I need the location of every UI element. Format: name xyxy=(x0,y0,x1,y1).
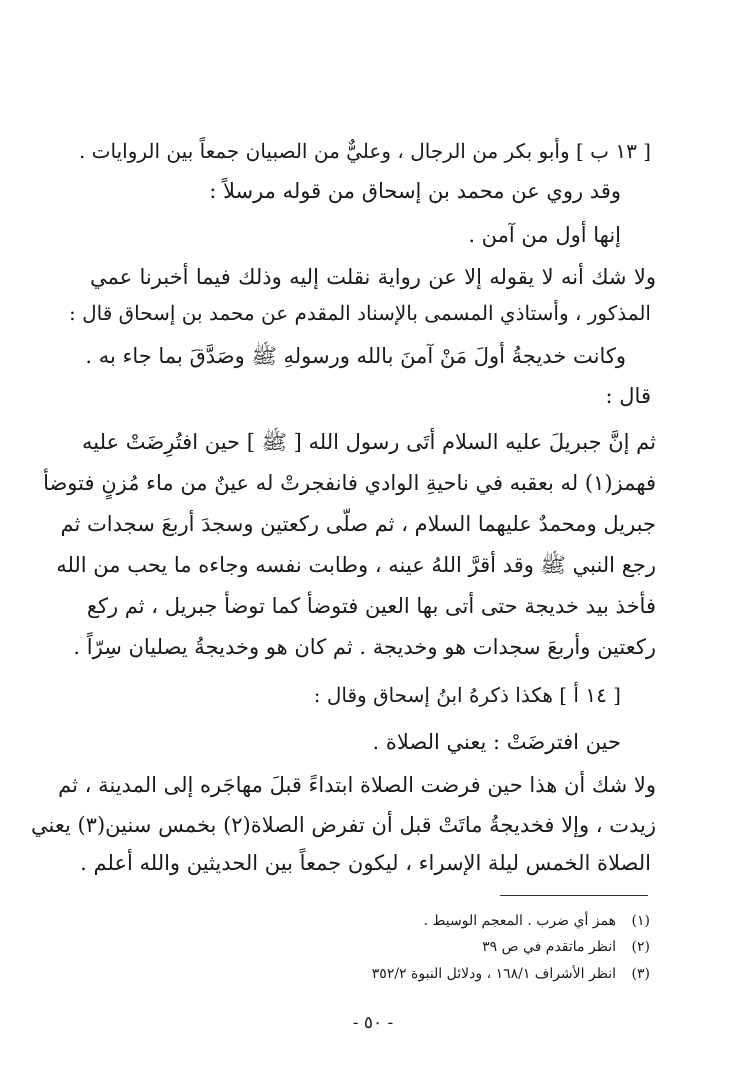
footnote xyxy=(424,913,650,929)
text-line: ولا شك أن هذا حين فرضت الصلاة ابتداءً قبلَ مهاجَره إلى المدينة ، ثم xyxy=(58,773,656,797)
footnote-number: (٢) xyxy=(631,939,650,955)
text-line: زيدت ، وإلا فخديجةُ ماتَتْ قبل أن تفرض الصلاة(٢) بخمس سنين(٣) يعني xyxy=(30,813,656,837)
text-line: الصلاة الخمس ليلة الإسراء ، ليكون جمعاً بين الحديثين والله أعلم . xyxy=(80,851,651,875)
text-line: رجع النبي ﷺ وقد أقرَّ اللهُ عينه ، وطابت نفسه وجاءه ما يحب من الله xyxy=(56,553,656,577)
footnote xyxy=(482,939,650,955)
text-line: [ ١٣ ب ] وأبو بكر من الرجال ، وعليٌّ من الصبيان جمعاً بين الروايات . xyxy=(78,139,651,163)
page-number: - ٥٠ - xyxy=(352,1013,394,1033)
footnote-text: انظر ماتقدم في ص ٣٩ xyxy=(482,939,616,955)
text-line: ركعتين وأربعَ سجدات هو وخديجة . ثم كان هو وخديجةُ يصليان سِرّاً . xyxy=(73,635,656,659)
text-line: فأخذ بيد خديجة حتى أتى بها العين فتوضأ كما توضأ جبريل ، ثم ركع xyxy=(86,594,656,618)
text-line: المذكور ، وأستاذي المسمى بالإسناد المقدم عن محمد بن إسحاق قال : xyxy=(68,301,651,325)
footnote xyxy=(372,966,650,982)
text-line: وكانت خديجةُ أولَ مَنْ آمنَ بالله ورسولهِ ﷺ وصَدَّقَ بما جاء به . xyxy=(85,344,626,368)
text-line: قال : xyxy=(605,384,651,408)
text-line: وقد روي عن محمد بن إسحاق من قوله مرسلاً : xyxy=(209,179,621,203)
footnote-text: همز أي ضرب . المعجم الوسيط . xyxy=(423,913,616,929)
text-line: فهمز(١) له بعقبه في ناحيةِ الوادي فانفجرتْ له عينٌ من ماء مُزنٍ فتوضأ xyxy=(43,471,656,495)
footnote-number: (٣) xyxy=(631,966,650,982)
footnote-rule xyxy=(500,895,648,896)
text-line: [ ١٤ أ ] هكذا ذكرهُ ابنُ إسحاق وقال : xyxy=(313,683,621,707)
footnote-number: (١) xyxy=(631,913,650,929)
text-line: حين افترضَتْ : يعني الصلاة . xyxy=(372,730,621,754)
text-line: إنها أول من آمن . xyxy=(468,223,621,247)
text-line: ثم إنَّ جبريلَ عليه السلام أتَى رسول الله [ ﷺ ] حين افتُرِضَتْ عليه xyxy=(82,430,656,454)
text-line: ولا شك أنه لا يقوله إلا عن رواية نقلت إليه وذلك فيما أخبرنا عمي xyxy=(90,265,657,289)
text-line: جبريل ومحمدٌ عليهما السلام ، ثم صلّى ركعتين وسجدَ أربعَ سجدات ثم xyxy=(60,512,656,536)
footnote-text: انظر الأشراف ١٦٨/١ ، ودلائل النبوة ٣٥٢/٢ xyxy=(371,966,616,982)
